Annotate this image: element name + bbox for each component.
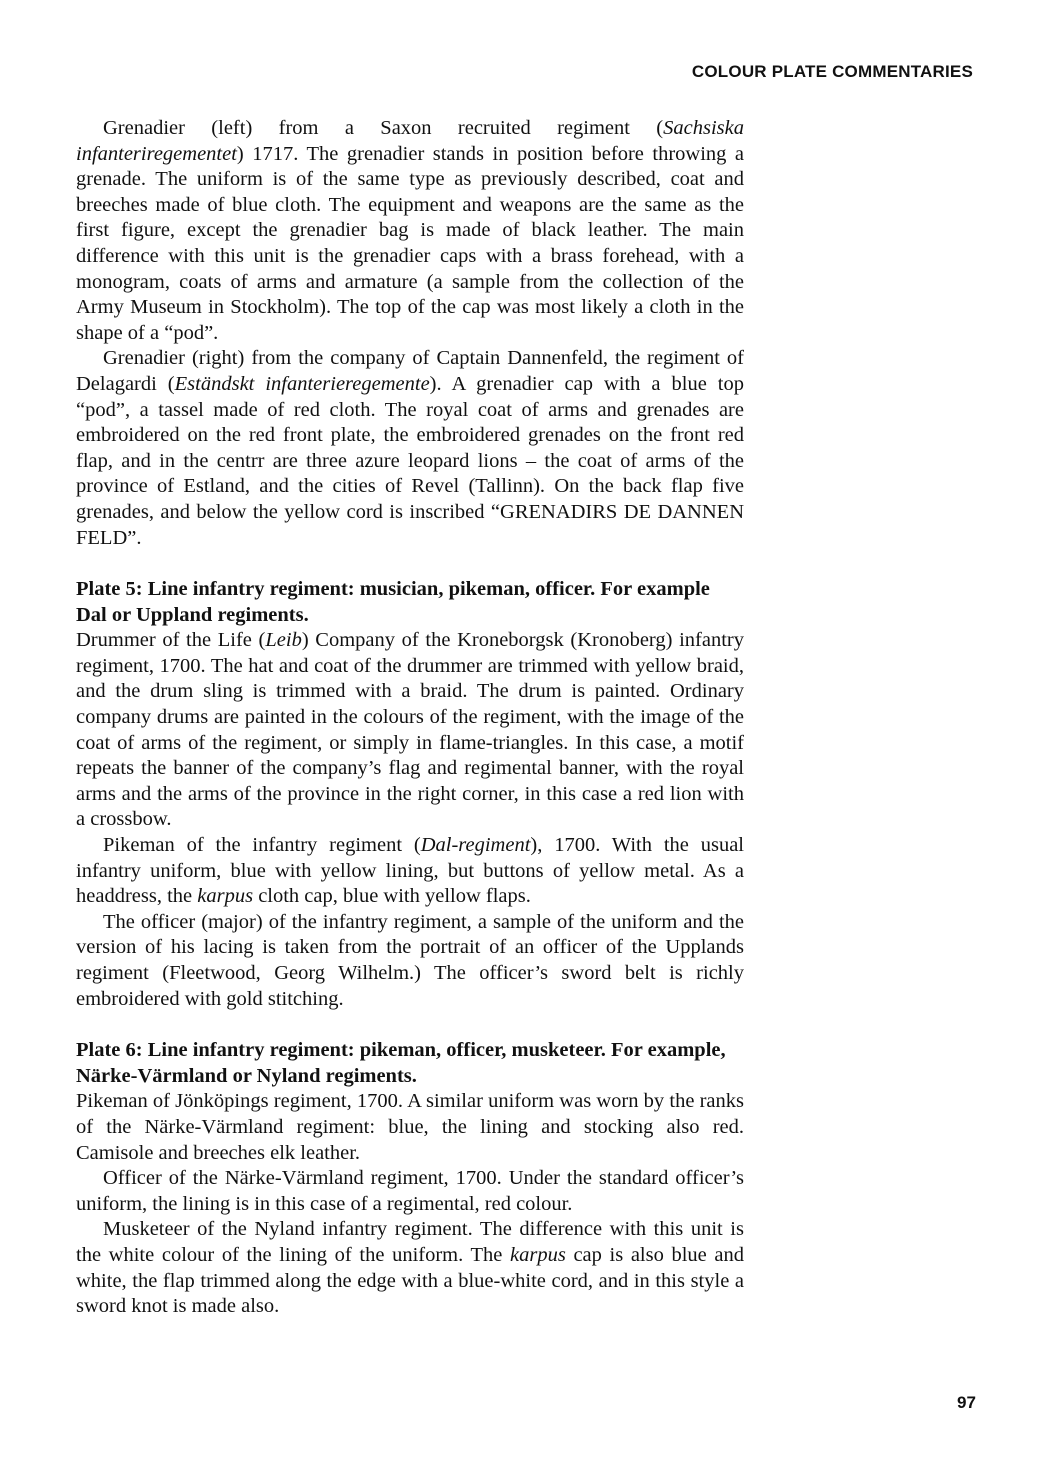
paragraph-musketeer-nyland: Musketeer of the Nyland infantry regiment. The difference with this unit is the white colour of the lining of the uniform. The karpus cap is also blue and white, the flap trimmed along the edge with a blue-white cord, and in this style a sword knot is made also.	[76, 1218, 744, 1318]
paragraph-officer-major: The officer (major) of the infantry regiment, a sample of the uniform and the version of his lacing is taken from the portrait of an officer of the Upplands regiment (Fleetwood, Georg Wilhelm.) The officer’s sword belt is richly embroidered with gold stitching.	[76, 910, 744, 1010]
italic-term: Leib	[265, 629, 302, 652]
italic-term: karpus	[510, 1243, 566, 1266]
paragraph-grenadier-left: Grenadier (left) from a Saxon recruited regiment (Sachsiska infanteriregementet) 1717. The grenadier stands in position before throwing a grenade. The uniform is of the same type as previously described, coat and breeches made of blue cloth. The equipment and weapons are the same as the first figure, except the grenadier bag is made of black leather. The main difference with this unit is the grenadier caps with a brass forehead, with a monogram, coats of arms and armature (a sample from the collection of the Army Museum in Stockholm). The top of the cap was most likely a cloth in the shape of a “pod”.	[76, 117, 744, 344]
plate-6-heading: Plate 6: Line infantry regiment: pikeman, officer, musketeer. For example, Närke-Värmland or Nyland regiments.	[76, 1039, 726, 1087]
paragraph-officer-narke: Officer of the Närke-Värmland regiment, 1700. Under the standard officer’s uniform, the lining is in this case of a regimental, red colour.	[76, 1167, 744, 1215]
plate-5-heading: Plate 5: Line infantry regiment: musician, pikeman, officer. For example Dal or Uppland regiments.	[76, 578, 710, 626]
italic-regiment-name: Dal-regiment	[420, 834, 531, 857]
paragraph-pikeman-dal: Pikeman of the infantry regiment (Dal-regiment), 1700. With the usual infantry uniform, blue with yellow lining, but buttons of yellow metal. As a headdress, the karpus cloth cap, blue with yellow flaps.	[76, 834, 744, 908]
italic-regiment-name: Eständskt infanterieregemente	[174, 372, 430, 395]
paragraph-drummer: Drummer of the Life (Leib) Company of the Kroneborgsk (Kronoberg) infantry regiment, 1700. The hat and coat of the drummer are trimmed with yellow braid, and the drum sling is trimmed with a braid. The drum is painted. Ordinary company drums are painted in the colours of the regiment, with the image of the coat of arms of the regiment, or simply in flame-triangles. In this case, a motif repeats the banner of the company’s flag and regimental banner, with the royal arms and the arms of the province in the right corner, in this case a red lion with a crossbow.	[76, 629, 745, 831]
italic-regiment-name: Sachsiska infanteriregementet	[76, 117, 744, 165]
paragraph-pikeman-jonkoping: Pikeman of Jönköpings regiment, 1700. A similar uniform was worn by the ranks of the Närke-Värmland regiment: blue, the lining and stocking also red. Camisole and breeches elk leather.	[76, 1090, 744, 1164]
paragraph-grenadier-right: Grenadier (right) from the company of Captain Dannenfeld, the regiment of Delagardi (Eständskt infanterieregemente). A grenadier cap with a blue top “pod”, a tassel made of red cloth. The royal coat of arms and grenades are embroidered on the red front plate, the embroidered grenades on the front red flap, and in the centrr are three azure leopard lions – the coat of arms of the province of Estland, and the cities of Revel (Tallinn). On the back flap five grenades, and below the yellow cord is inscribed “GRENADIRS DE DANNEN FELD”.	[76, 347, 744, 549]
italic-term: karpus	[197, 885, 254, 908]
running-head: COLOUR PLATE COMMENTARIES	[691, 62, 973, 81]
body-text	[76, 116, 744, 1320]
page-number: 97	[957, 1393, 976, 1412]
